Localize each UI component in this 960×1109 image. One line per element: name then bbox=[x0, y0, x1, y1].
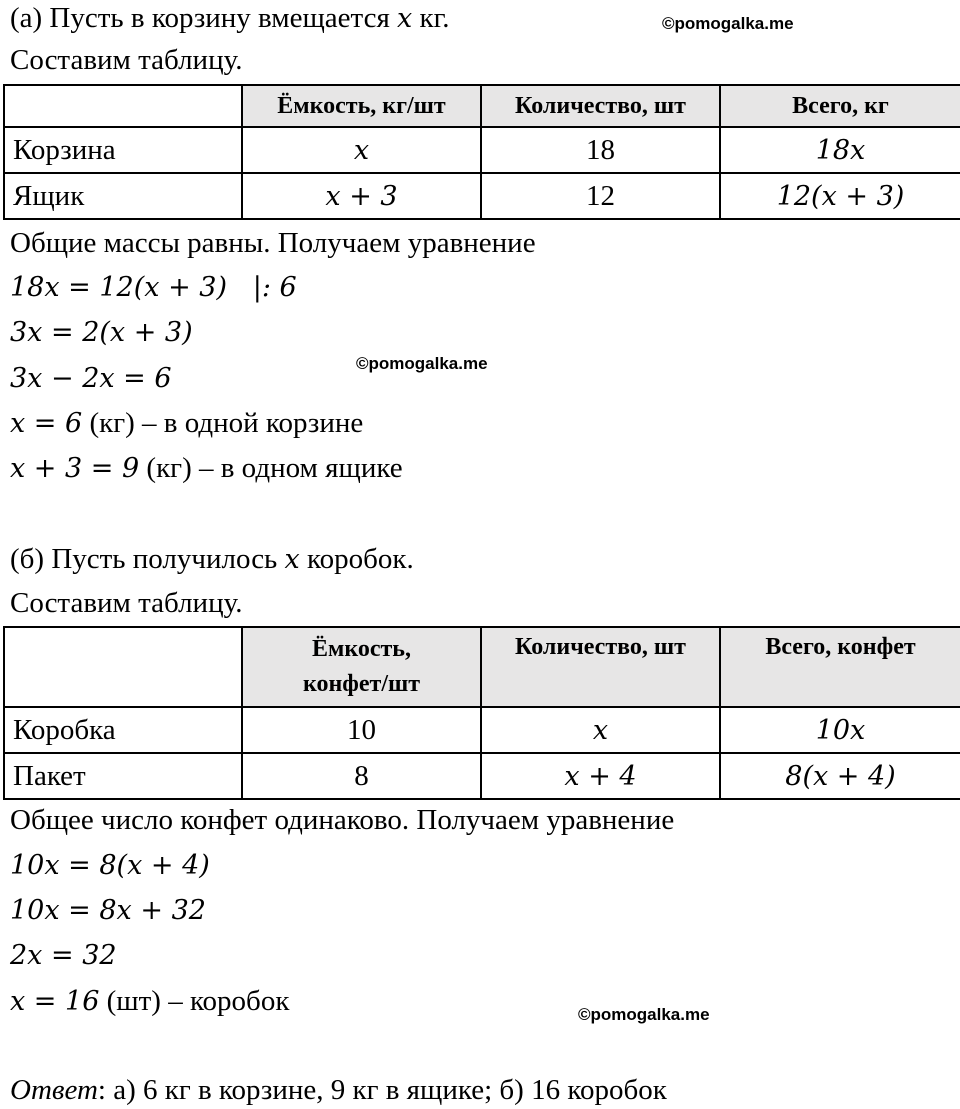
table-cell: 10x bbox=[720, 707, 960, 753]
part-a-intro: (а) Пусть в корзину вмещается x кг. bbox=[10, 2, 450, 34]
table-row bbox=[4, 707, 960, 753]
table-header-cell bbox=[4, 85, 242, 127]
table-cell: 18 bbox=[481, 127, 720, 173]
table-cell: 8(x + 4) bbox=[720, 753, 960, 799]
equation-line: x = 6 (кг) – в одной корзине bbox=[10, 407, 364, 439]
table-header-cell: Всего, конфет bbox=[720, 627, 960, 707]
table-cell: x bbox=[242, 127, 481, 173]
table-header-cell: Всего, кг bbox=[720, 85, 960, 127]
part-a-conclusion: Общие массы равны. Получаем уравнение bbox=[10, 227, 536, 259]
watermark: ©pomogalka.me bbox=[662, 14, 794, 33]
answer-label: Ответ bbox=[10, 1074, 98, 1106]
table-header-cell: Ёмкость, кг/шт bbox=[242, 85, 481, 127]
table-cell: 18x bbox=[720, 127, 960, 173]
equation-line: 18x = 12(x + 3) |: 6 bbox=[10, 272, 297, 303]
part-b-table bbox=[3, 626, 960, 800]
table-header-cell: Количество, шт bbox=[481, 627, 720, 707]
part-a-table bbox=[3, 84, 960, 220]
watermark: ©pomogalka.me bbox=[356, 354, 488, 373]
equation-line: x = 16 (шт) – коробок bbox=[10, 985, 290, 1017]
answer-text: : а) 6 кг в корзине, 9 кг в ящике; б) 16 коробок bbox=[97, 1074, 667, 1106]
watermark: ©pomogalka.me bbox=[578, 1005, 710, 1024]
table-header-cell: Количество, шт bbox=[481, 85, 720, 127]
table-row bbox=[4, 753, 960, 799]
answer-line bbox=[10, 1076, 667, 1105]
table-header-cell bbox=[4, 627, 242, 707]
table-cell: Пакет bbox=[4, 753, 242, 799]
equation-line: 3x − 2x = 6 bbox=[10, 363, 172, 394]
equation-line: 10x = 8(x + 4) bbox=[10, 850, 210, 881]
equation-line: 3x = 2(x + 3) bbox=[10, 317, 193, 348]
table-cell: Коробка bbox=[4, 707, 242, 753]
table-cell: 12 bbox=[481, 173, 720, 219]
part-b-intro: (б) Пусть получилось x коробок. bbox=[10, 543, 414, 575]
table-header-row bbox=[4, 627, 960, 707]
part-b-make-table: Составим таблицу. bbox=[10, 587, 243, 619]
table-row bbox=[4, 127, 960, 173]
table-cell: 10 bbox=[242, 707, 481, 753]
equation-line: 2x = 32 bbox=[10, 940, 117, 971]
part-b-conclusion: Общее число конфет одинаково. Получаем уравнение bbox=[10, 804, 675, 836]
table-cell: x + 3 bbox=[242, 173, 481, 219]
table-cell: x bbox=[481, 707, 720, 753]
table-cell: x + 4 bbox=[481, 753, 720, 799]
equation-line: x + 3 = 9 (кг) – в одном ящике bbox=[10, 452, 403, 484]
table-cell: 8 bbox=[242, 753, 481, 799]
equation-line: 10x = 8x + 32 bbox=[10, 895, 206, 926]
table-header-cell: Ёмкость, конфет/шт bbox=[242, 627, 481, 707]
table-row bbox=[4, 173, 960, 219]
table-cell: 12(x + 3) bbox=[720, 173, 960, 219]
table-header-row bbox=[4, 85, 960, 127]
table-cell: Корзина bbox=[4, 127, 242, 173]
table-cell: Ящик bbox=[4, 173, 242, 219]
part-a-make-table: Составим таблицу. bbox=[10, 44, 243, 76]
